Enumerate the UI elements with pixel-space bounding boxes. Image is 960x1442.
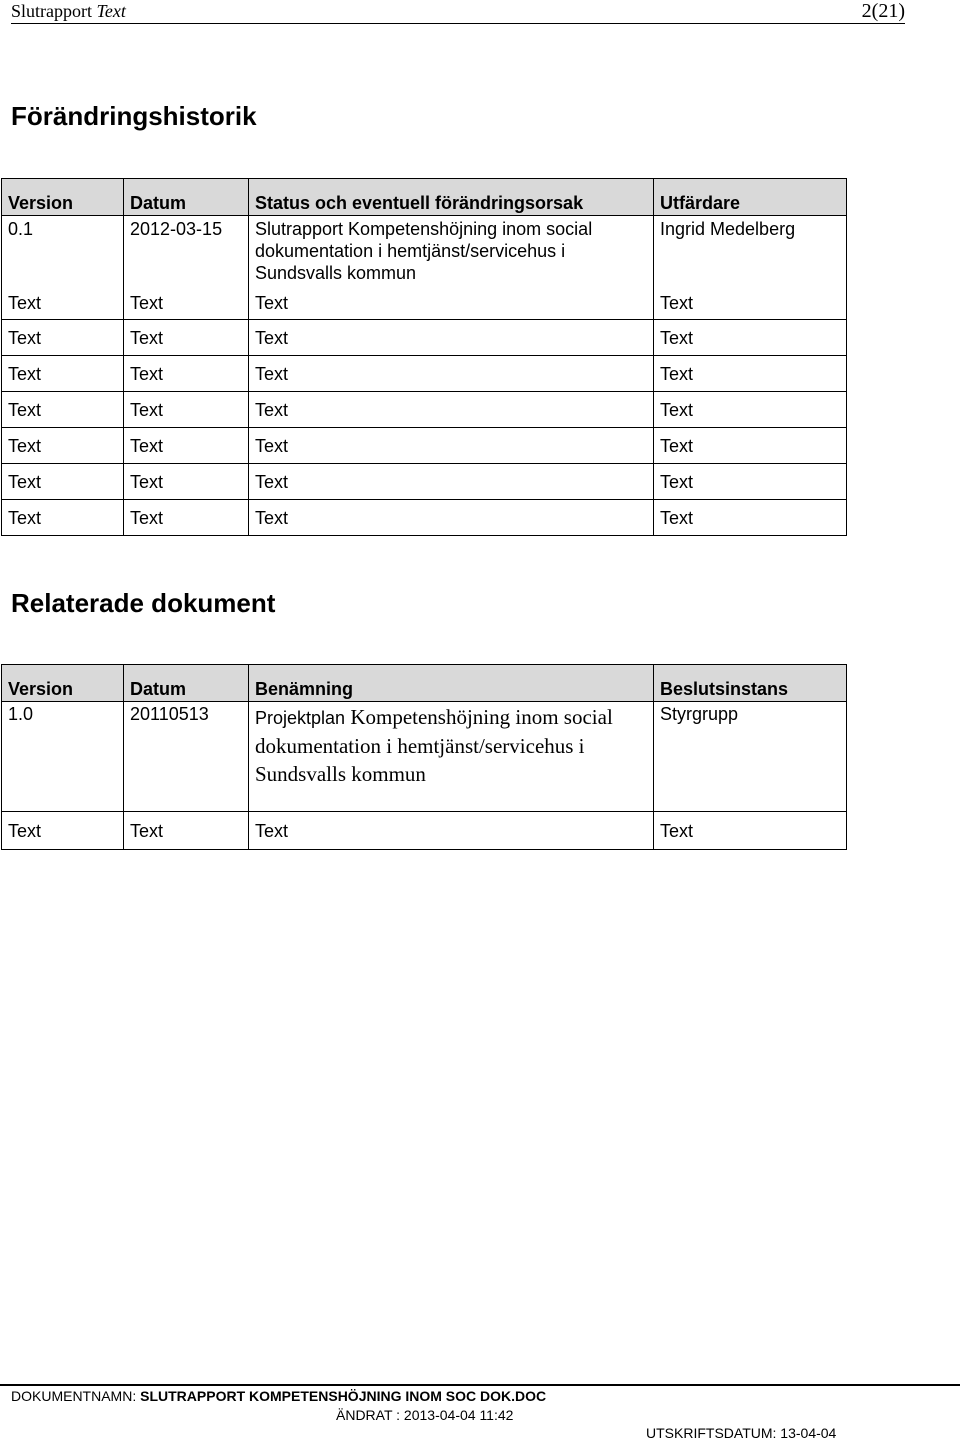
col-date: Datum xyxy=(124,665,249,702)
cell-status: Text xyxy=(249,428,654,464)
footer-changed: ÄNDRAT : 2013-04-04 11:42 xyxy=(336,1407,514,1423)
name-rest: Kompetenshöjning inom social dokumentation i hemtjänst/servicehus i Sundsvalls kommun xyxy=(255,705,613,786)
cell-date: Text xyxy=(124,500,249,536)
cell-version: Text xyxy=(2,320,124,356)
cell-date: 2012-03-15 xyxy=(124,216,249,288)
cell-name: Text xyxy=(249,812,654,850)
cell-authority: Text xyxy=(654,812,847,850)
col-authority: Beslutsinstans xyxy=(654,665,847,702)
col-version: Version xyxy=(2,179,124,216)
table-row xyxy=(2,500,847,536)
table-row xyxy=(2,702,847,812)
table-row xyxy=(2,464,847,500)
cell-date: Text xyxy=(124,428,249,464)
page-header xyxy=(11,0,905,24)
col-name: Benämning xyxy=(249,665,654,702)
footer-doc-value: SLUTRAPPORT KOMPETENSHÖJNING INOM SOC DOK.DOC xyxy=(140,1388,547,1404)
col-issuer: Utfärdare xyxy=(654,179,847,216)
cell-version: Text xyxy=(2,288,124,320)
footer-doc-label: DOKUMENTNAMN: xyxy=(11,1388,137,1404)
cell-issuer: Text xyxy=(654,356,847,392)
cell-version: Text xyxy=(2,392,124,428)
table-row xyxy=(2,216,847,288)
cell-version: Text xyxy=(2,500,124,536)
cell-version: Text xyxy=(2,812,124,850)
cell-status: Text xyxy=(249,356,654,392)
col-version: Version xyxy=(2,665,124,702)
history-table-header xyxy=(2,179,847,216)
cell-status: Text xyxy=(249,320,654,356)
header-title xyxy=(11,1,126,22)
cell-issuer: Text xyxy=(654,428,847,464)
history-heading: Förändringshistorik xyxy=(11,101,257,131)
table-row xyxy=(2,356,847,392)
cell-status: Text xyxy=(249,500,654,536)
cell-status: Text xyxy=(249,392,654,428)
cell-issuer: Text xyxy=(654,500,847,536)
page-number: 2(21) xyxy=(861,0,905,22)
header-title-text: Slutrapport xyxy=(11,1,92,21)
cell-version: Text xyxy=(2,464,124,500)
page-footer xyxy=(0,1384,960,1442)
col-date: Datum xyxy=(124,179,249,216)
cell-date: Text xyxy=(124,464,249,500)
cell-issuer: Text xyxy=(654,392,847,428)
name-prefix: Projektplan xyxy=(255,708,346,728)
cell-name xyxy=(249,702,654,812)
cell-date: Text xyxy=(124,320,249,356)
cell-version: 1.0 xyxy=(2,702,124,812)
related-heading: Relaterade dokument xyxy=(11,588,276,618)
cell-issuer: Text xyxy=(654,464,847,500)
cell-status: Text xyxy=(249,288,654,320)
table-row xyxy=(2,812,847,850)
related-table-header xyxy=(2,665,847,702)
cell-issuer: Ingrid Medelberg xyxy=(654,216,847,288)
table-row xyxy=(2,428,847,464)
cell-version: 0.1 xyxy=(2,216,124,288)
table-row xyxy=(2,392,847,428)
footer-print-date: UTSKRIFTSDATUM: 13-04-04 xyxy=(646,1425,837,1441)
cell-date: Text xyxy=(124,392,249,428)
col-status: Status och eventuell förändringsorsak xyxy=(249,179,654,216)
cell-status: Text xyxy=(249,464,654,500)
cell-date: Text xyxy=(124,812,249,850)
cell-date: Text xyxy=(124,356,249,392)
related-table xyxy=(1,664,847,850)
header-title-italic: Text xyxy=(96,1,126,21)
footer-document-name xyxy=(11,1388,546,1404)
cell-date: 20110513 xyxy=(124,702,249,812)
cell-date: Text xyxy=(124,288,249,320)
cell-version: Text xyxy=(2,428,124,464)
cell-issuer: Text xyxy=(654,288,847,320)
cell-version: Text xyxy=(2,356,124,392)
table-row xyxy=(2,288,847,320)
cell-status: Slutrapport Kompetenshöjning inom social dokumentation i hemtjänst/servicehus i Sundsvalls kommun xyxy=(249,216,654,288)
cell-issuer: Text xyxy=(654,320,847,356)
cell-authority: Styrgrupp xyxy=(654,702,847,812)
history-table xyxy=(1,178,847,536)
table-row xyxy=(2,320,847,356)
